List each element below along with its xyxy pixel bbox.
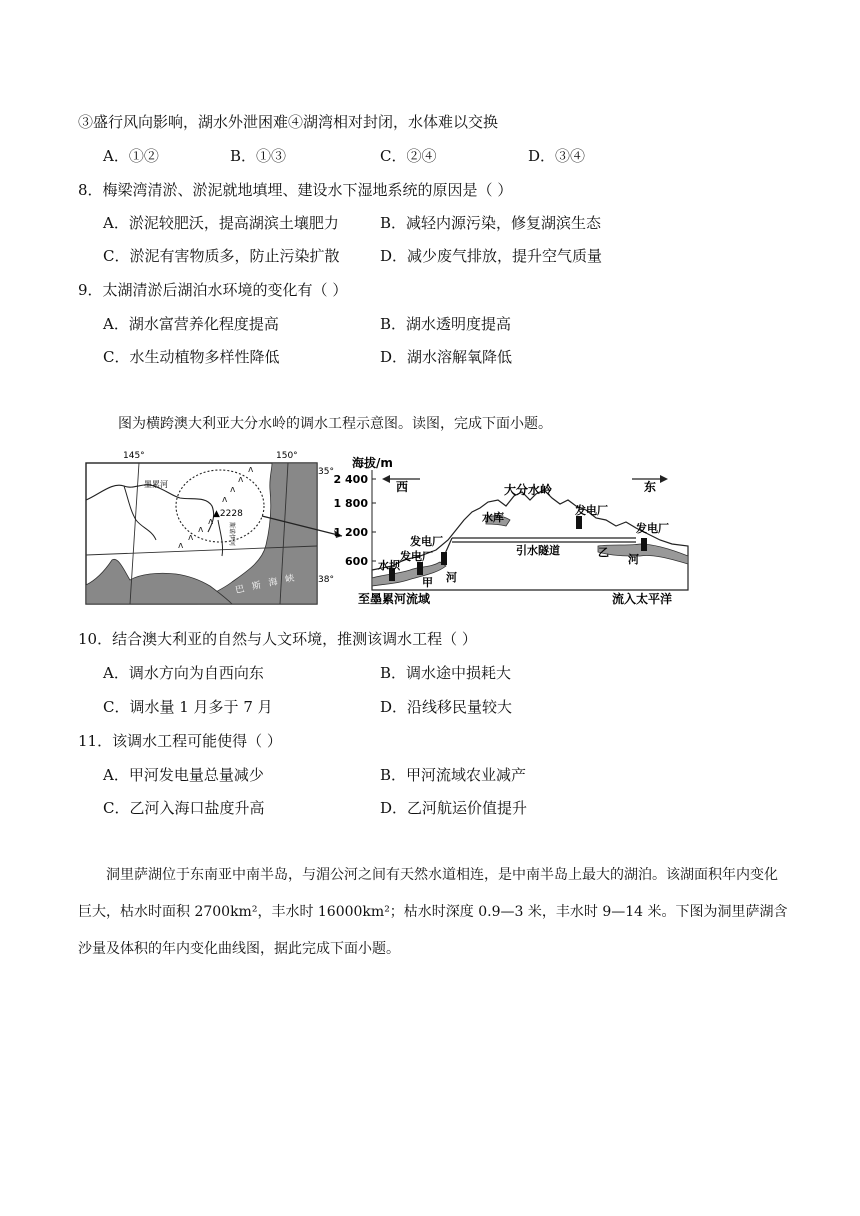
lat-label-35: 35° [318, 467, 334, 477]
to-pacific-label: 流入太平洋 [612, 592, 673, 606]
tick-1200: 1 200 [333, 526, 368, 539]
svg-text:ᴧ: ᴧ [178, 541, 184, 551]
q7-option-b: B．①③ [230, 147, 287, 165]
lon-label-145: 145° [123, 451, 145, 461]
question-11-stem: 11．该调水工程可能使得（ ） [78, 732, 282, 750]
q10-option-b: B．调水途中损耗大 [380, 664, 512, 682]
q11-option-c: C．乙河入海口盐度升高 [103, 799, 265, 817]
svg-text:ᴧ: ᴧ [222, 495, 228, 505]
q8-option-d: D．减少废气排放，提升空气质量 [380, 247, 603, 265]
q11-option-a: A．甲河发电量总量减少 [103, 766, 264, 784]
tick-2400: 2 400 [333, 473, 368, 486]
tunnel-label: 引水隧道 [516, 544, 560, 557]
plant-label-4: 发电厂 [636, 522, 669, 535]
tick-1800: 1 800 [333, 497, 368, 510]
river-jia-suffix: 河 [446, 571, 457, 584]
q11-option-b: B．甲河流域农业减产 [380, 766, 527, 784]
bass-strait-label: 巴斯海峡 [234, 572, 304, 596]
river-yi-suffix: 河 [628, 553, 639, 566]
river-yi-label: 乙 [598, 546, 609, 559]
q11-option-d: D．乙河航运价值提升 [380, 799, 528, 817]
figure-intro-text: 图为横跨澳大利亚大分水岭的调水工程示意图。读图，完成下面小题。 [118, 416, 552, 432]
ridge-label: 大分水岭 [504, 483, 553, 497]
snowy-river-label: 斯诺伊河 [228, 522, 235, 547]
east-label: 东 [644, 480, 657, 494]
svg-text:ᴧ: ᴧ [198, 525, 204, 535]
elevation-profile [334, 455, 688, 606]
svg-text:ᴧ: ᴧ [248, 465, 254, 475]
q9-option-b: B．湖水透明度提高 [380, 315, 512, 333]
q9-option-c: C．水生动植物多样性降低 [103, 348, 280, 366]
question-10-stem: 10．结合澳大利亚的自然与人文环境，推测该调水工程（ ） [78, 630, 477, 648]
q7-option-a: A．①② [103, 147, 159, 165]
lat-label-38: 38° [318, 575, 334, 585]
lon-label-150: 150° [276, 451, 298, 461]
q9-option-d: D．湖水溶解氧降低 [380, 348, 513, 366]
tonle-sap-intro-paragraph: 洞里萨湖位于东南亚中南半岛，与湄公河之间有天然水道相连，是中南半岛上最大的湖泊。该湖面积年内变化巨大，枯水时面积 2700km²，丰水时 16000km²；枯水时深度 0.9—3 米，丰水时 9—14 米。下图为洞里萨湖含沙量及体积的年内变化曲线图，据此完成下面小题。 [78, 867, 788, 957]
to-murray-label: 至墨累河流域 [358, 592, 431, 606]
australia-map [86, 451, 342, 604]
q10-option-d: D．沿线移民量较大 [380, 698, 513, 716]
river-murray-label: 墨累河 [144, 480, 168, 489]
q7-option-c: C．②④ [380, 147, 437, 165]
svg-text:ᴧ: ᴧ [208, 517, 214, 527]
question-9-stem: 9．太湖清淤后湖泊水环境的变化有（ ） [78, 281, 348, 299]
q8-option-a: A．淤泥较肥沃，提高湖滨土壤肥力 [103, 214, 339, 232]
question-7-statement-line: ③盛行风向影响，湖水外泄困难④湖湾相对封闭，水体难以交换 [78, 113, 499, 131]
west-label: 西 [396, 480, 409, 494]
dam-label: 水坝 [378, 559, 400, 572]
plant-label-3: 发电厂 [575, 504, 608, 517]
question-8-stem: 8．梅梁湾清淤、淤泥就地填埋、建设水下湿地系统的原因是（ ） [78, 181, 513, 199]
q8-option-c: C．淤泥有害物质多，防止污染扩散 [103, 247, 340, 265]
reservoir-label: 水库 [482, 511, 504, 524]
q8-option-b: B．减轻内源污染，修复湖滨生态 [380, 214, 602, 232]
q9-option-a: A．湖水富营养化程度提高 [103, 315, 279, 333]
profile-axis-title: 海拔/m [352, 456, 393, 470]
q10-option-a: A．调水方向为自西向东 [103, 664, 264, 682]
tick-600: 600 [345, 555, 368, 568]
plant-label-2: 发电厂 [400, 550, 433, 563]
river-jia-label: 甲 [422, 576, 433, 589]
svg-text:ᴧ: ᴧ [230, 485, 236, 495]
svg-text:ᴧ: ᴧ [188, 533, 194, 543]
svg-text:ᴧ: ᴧ [238, 475, 244, 485]
plant-label-1: 发电厂 [410, 535, 443, 548]
peak-label: ▲2228 [213, 509, 243, 519]
q7-option-d: D．③④ [528, 147, 586, 165]
q10-option-c: C．调水量 1 月多于 7 月 [103, 698, 273, 716]
